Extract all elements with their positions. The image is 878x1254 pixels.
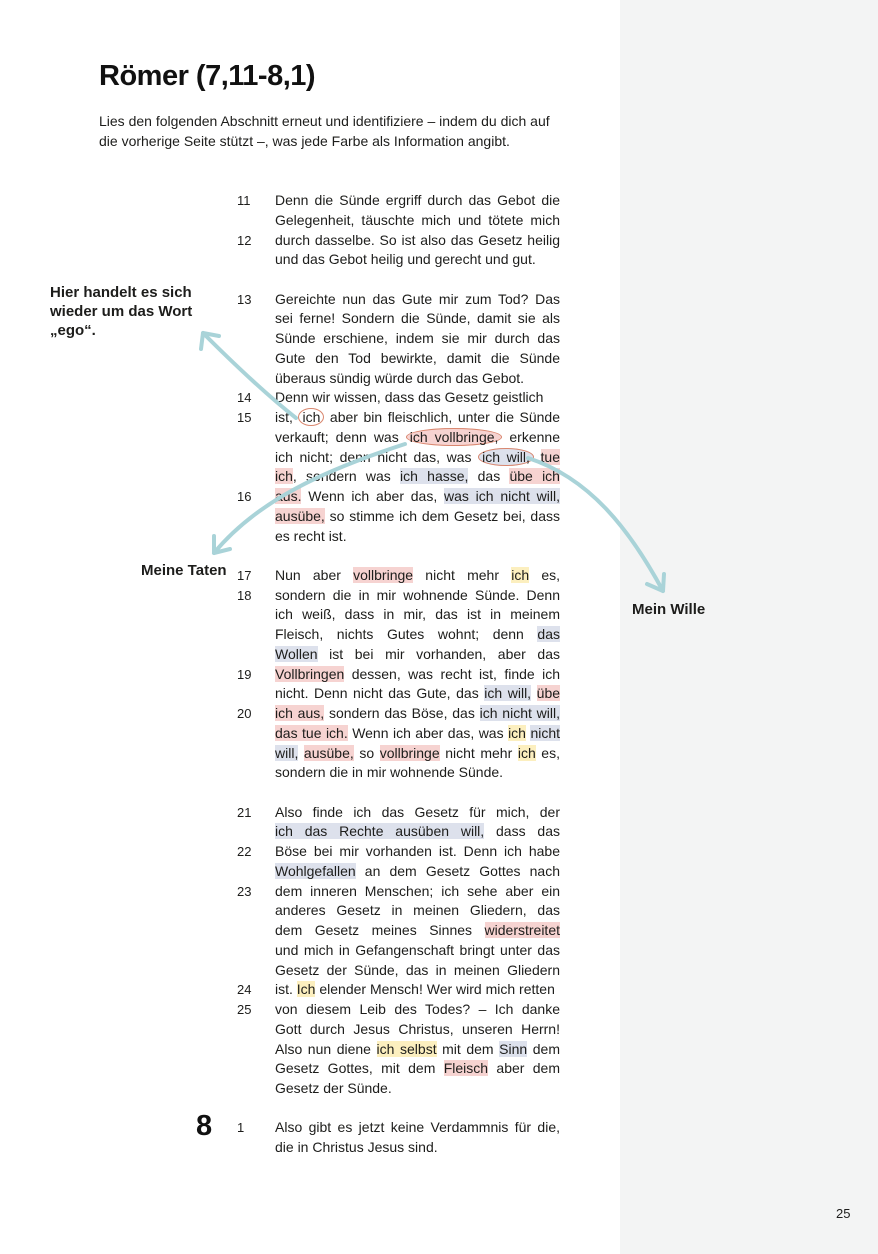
text-segment: dem inneren Menschen; ich sehe aber ein: [275, 882, 560, 899]
text-segment: ist bei mir vorhanden, aber das: [317, 645, 560, 662]
text-segment: Also nun diene: [275, 1040, 377, 1057]
highlighted-word: ich: [511, 566, 530, 583]
text-segment: so stimme ich dem Gesetz bei, dass: [324, 507, 560, 524]
highlighted-word: ich will,: [484, 685, 532, 702]
highlighted-word: das tue ich.: [275, 724, 348, 741]
highlighted-word: tue: [540, 448, 560, 465]
text-segment: , sondern was: [292, 468, 401, 485]
verse-number: 12: [237, 232, 252, 248]
text-segment: Wenn ich aber das, was: [347, 724, 509, 741]
highlighted-word: Vollbringen: [275, 665, 345, 682]
arrow-ego: [203, 333, 296, 418]
text-segment: durch dasselbe. So ist also das Gesetz heilig: [275, 231, 560, 248]
text-segment: ist.: [275, 981, 297, 998]
text-segment: an dem Gesetz Gottes nach: [355, 862, 560, 879]
text-segment: ist,: [275, 409, 299, 425]
highlighted-word: ich das Rechte ausüben will,: [275, 823, 485, 840]
verse-number: 23: [237, 883, 252, 899]
highlighted-word: aus.: [275, 488, 302, 504]
text-segment: Sünde erschiene, indem sie mir durch das: [275, 330, 560, 346]
text-segment: nicht mehr: [439, 744, 518, 761]
text-segment: verkauft; denn was: [275, 428, 406, 445]
text-segment: und das Gebot heilig und gerecht und gut.: [275, 251, 536, 268]
text-segment: dem: [527, 1040, 560, 1057]
highlighted-word: Sinn: [499, 1040, 528, 1057]
verse-number: 19: [237, 666, 252, 682]
text-segment: mit dem: [436, 1040, 500, 1057]
verse-number: 14: [237, 390, 252, 406]
text-segment: Gesetz Gottes, mit dem: [275, 1060, 444, 1077]
highlighted-word: Wohlgefallen: [275, 862, 356, 879]
text-segment: sondern das Böse, das: [324, 705, 480, 721]
text-segment: es,: [529, 566, 561, 583]
text-segment: das: [468, 468, 510, 485]
highlighted-word: ich will,: [478, 448, 534, 466]
text-segment: dass das: [484, 823, 560, 840]
highlighted-word: ich: [517, 744, 536, 761]
annotation-taten: Meine Taten: [141, 562, 227, 579]
verse-number: 11: [237, 193, 251, 208]
text-segment: Denn die Sünde ergriff durch das Gebot die: [275, 192, 560, 208]
verse-number: 25: [237, 1002, 252, 1017]
annotation-ego-line: wieder um das Wort: [50, 303, 193, 320]
text-segment: Wenn ich aber das,: [301, 488, 444, 504]
highlighted-word: ich vollbringe,: [406, 428, 503, 446]
verse-number: 15: [237, 410, 252, 425]
text-segment: überaus sündig würde durch das Gebot.: [275, 369, 525, 386]
text-segment: Gesetz der Sünde.: [275, 1080, 392, 1096]
highlighted-word: was ich nicht will,: [444, 488, 560, 504]
text-segment: nicht. Denn nicht das Gute, das: [275, 685, 485, 702]
text-segment: aber dem: [488, 1060, 560, 1077]
highlighted-word: ich aus,: [275, 705, 325, 721]
highlighted-word: das: [537, 626, 560, 642]
text-segment: sondern die in mir wohnende Sünde.: [275, 764, 504, 781]
verse-number: 21: [237, 804, 252, 820]
highlighted-word: ausübe,: [275, 507, 325, 524]
text-segment: Gute den Tod bewirkte, damit die Sünde: [275, 349, 560, 366]
text-segment: Gesetz der Sünde, das in meinen Gliedern: [275, 961, 560, 978]
highlighted-word: ich: [508, 724, 526, 741]
annotation-ego-line: „ego“.: [50, 322, 96, 339]
verse-number: 17: [237, 567, 252, 583]
highlighted-word: ich selbst: [376, 1040, 437, 1057]
verse-number: 24: [237, 982, 252, 998]
text-segment: Fleisch, nichts Gutes wohnt; denn: [275, 626, 538, 642]
text-segment: elender Mensch! Wer wird mich retten: [315, 981, 555, 998]
annotation-wille: Mein Wille: [632, 601, 706, 618]
highlighted-word: will,: [275, 744, 299, 761]
text-segment: von diesem Leib des Todes? – Ich danke: [275, 1001, 560, 1017]
text-segment: dessen, was recht ist, finde ich: [344, 665, 560, 682]
verse-number: 13: [237, 291, 252, 307]
arrow-taten: [214, 444, 405, 553]
text-segment: so: [353, 744, 380, 761]
text-segment: Gott durch Jesus Christus, unseren Herrn!: [275, 1020, 560, 1037]
highlighted-word: ich: [275, 468, 293, 485]
highlighted-word: ausübe,: [303, 744, 354, 761]
verse-number: 16: [237, 489, 252, 504]
highlighted-word: Wollen: [275, 645, 318, 662]
highlighted-word: Fleisch: [443, 1060, 489, 1077]
verse-number: 1: [237, 1120, 245, 1136]
highlighted-word: nicht: [530, 724, 561, 741]
text-segment: es,: [535, 744, 560, 761]
intro-text: Lies den folgenden Abschnitt erneut und identifiziere – indem du dich auf die vorherige Seite stützt –, was jede Farbe als Information angibt.: [99, 113, 550, 149]
page-number: 25: [836, 1206, 851, 1221]
highlighted-word: vollbringe: [379, 744, 440, 761]
text-segment: es recht ist.: [275, 527, 347, 544]
text-segment: ich weiß, dass in mir, das ist in meinem: [275, 606, 560, 623]
page-title: Römer (7,11-8,1): [99, 60, 316, 92]
text-segment: Böse bei mir vorhanden ist. Denn ich habe: [275, 843, 560, 859]
verse-number: 22: [237, 844, 252, 859]
text-segment: sei ferne! Sondern die Sünde, damit sie als: [275, 310, 560, 327]
chapter-number: 8: [196, 1110, 213, 1142]
highlighted-word: widerstreitet: [484, 922, 560, 938]
text-segment: Gelegenheit, täuschte mich und tötete mich: [275, 211, 560, 228]
annotation-ego-line: Hier handelt es sich: [50, 284, 192, 301]
text-segment: ich nicht; denn nicht das, was: [275, 448, 479, 465]
text-segment: dem Gesetz meines Sinnes: [275, 922, 485, 938]
verse-number: 20: [237, 706, 252, 721]
highlighted-word: ich hasse,: [400, 468, 469, 485]
highlighted-word: übe ich: [509, 468, 560, 485]
text-segment: anderes Gesetz in meinen Gliedern, das: [275, 902, 560, 919]
highlighted-word: übe: [536, 685, 561, 702]
text-segment: die in Christus Jesus sind.: [275, 1139, 438, 1155]
highlighted-word: ich: [298, 408, 324, 426]
verse-number: 18: [237, 587, 252, 603]
text-segment: erkenne: [502, 428, 560, 445]
text-segment: nicht mehr: [413, 566, 512, 583]
text-segment: Also gibt es jetzt keine Verdammnis für die,: [275, 1119, 560, 1136]
text-segment: sondern die in mir wohnende Sünde. Denn: [275, 586, 560, 603]
text-segment: aber bin fleischlich, unter die Sünde: [324, 409, 561, 425]
text-segment: Nun aber: [275, 566, 354, 583]
text-segment: Also finde ich das Gesetz für mich, der: [275, 803, 560, 820]
arrow-wille: [528, 458, 663, 591]
text-segment: Gereichte nun das Gute mir zum Tod? Das: [275, 290, 560, 307]
highlighted-word: ich nicht will,: [479, 705, 560, 721]
text-segment: Denn wir wissen, dass das Gesetz geistlich: [275, 389, 544, 406]
text-segment: und mich in Gefangenschaft bringt unter das: [275, 941, 560, 958]
highlighted-word: Ich: [296, 981, 316, 998]
highlighted-word: vollbringe: [353, 566, 414, 583]
